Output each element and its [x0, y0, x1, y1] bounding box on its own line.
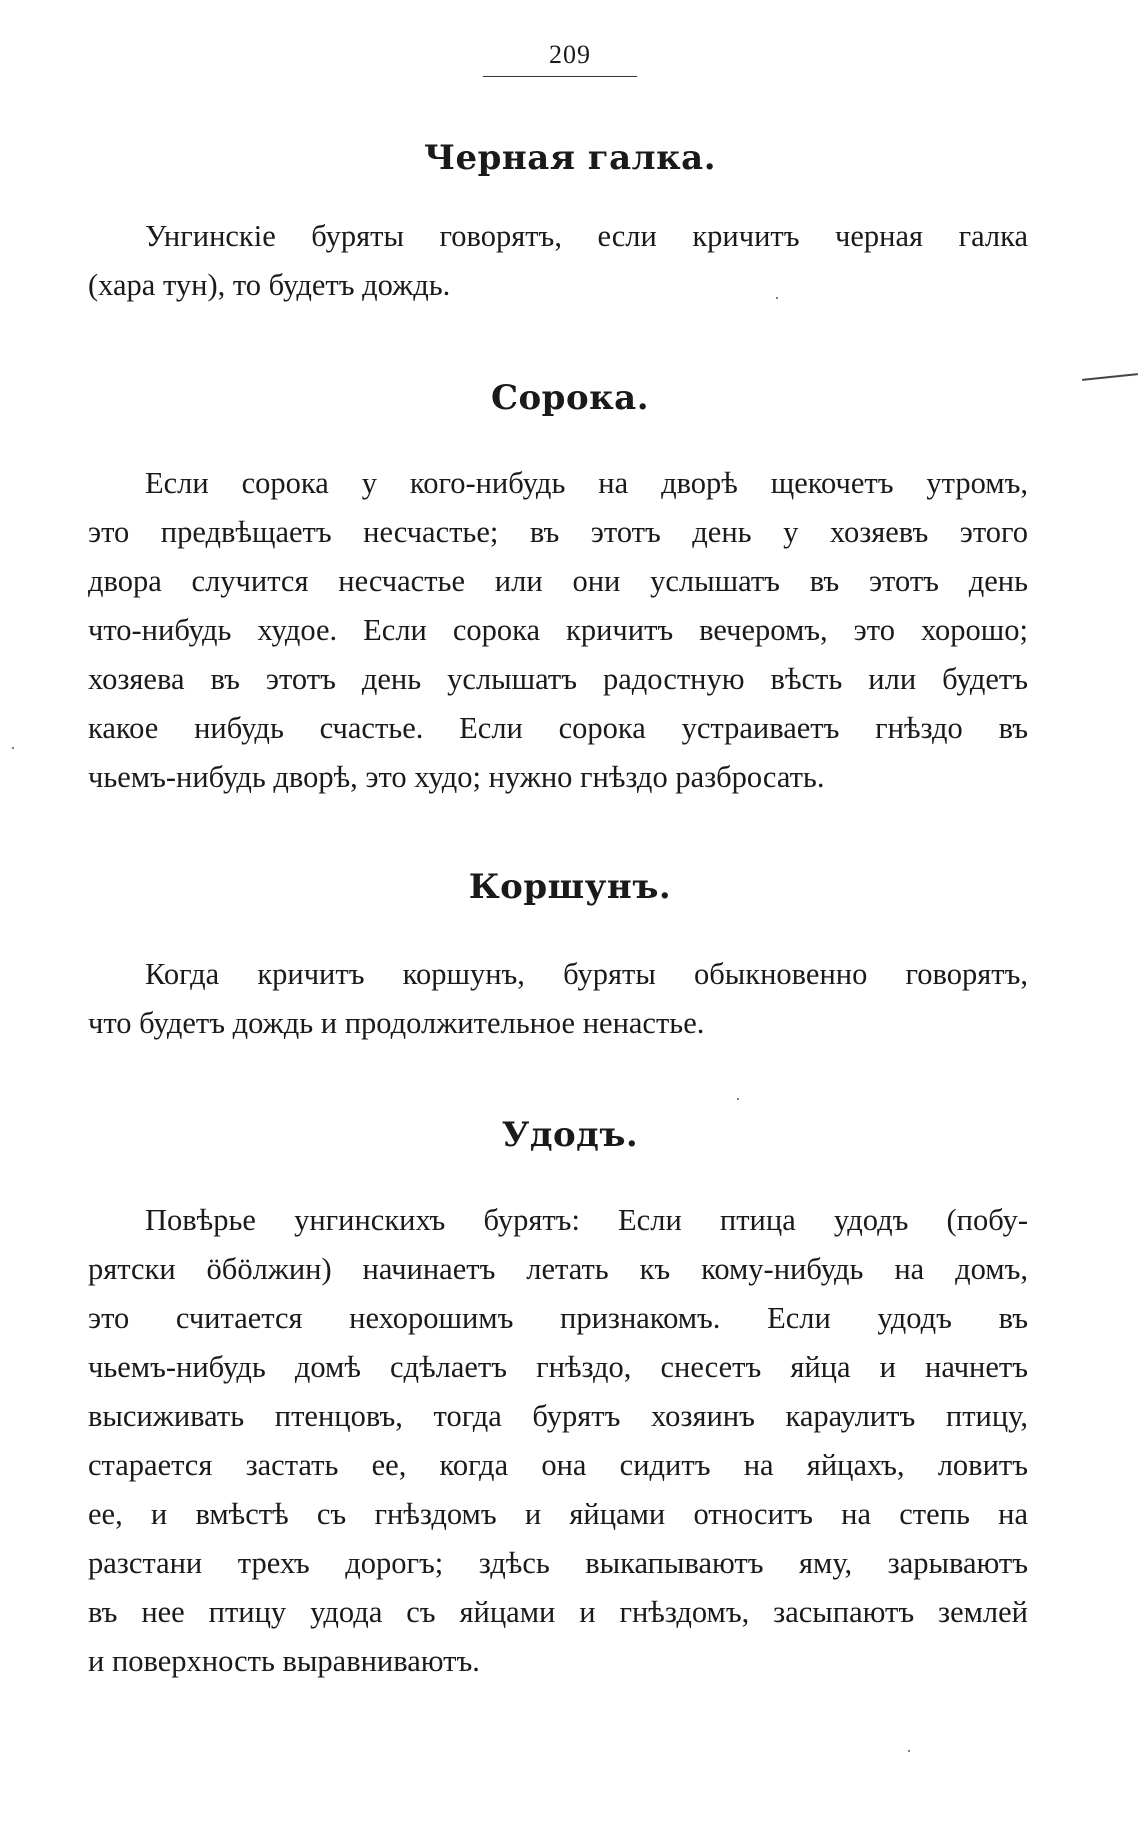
text-line: ее, и вмѣстѣ съ гнѣздомъ и яйцами относитъ на степь на	[88, 1497, 1028, 1531]
text-line: двора случится несчастье или они услышатъ въ этотъ день	[88, 564, 1028, 598]
text-line: рятски ӧбӧлжин) начинаетъ летать къ кому-нибудь на домъ,	[88, 1252, 1028, 1286]
section-heading-hoopoe: Удодъ.	[501, 1115, 639, 1155]
text-line: и поверхность выравниваютъ.	[88, 1644, 480, 1678]
text-line: это считается нехорошимъ признакомъ. Если удодъ въ	[88, 1301, 1028, 1335]
paragraph-hoopoe	[88, 1196, 1028, 1686]
section-heading-black-jackdaw: Черная галка.	[423, 138, 717, 178]
page-number-rule	[483, 76, 637, 77]
section-heading-magpie: Сорока.	[490, 378, 650, 418]
paragraph-magpie	[88, 459, 1028, 802]
text-line: Когда кричитъ коршунъ, буряты обыкновенно говорятъ,	[145, 957, 1028, 991]
text-line: что будетъ дождь и продолжительное ненастье.	[88, 1006, 705, 1040]
page-number: 209	[549, 40, 591, 69]
section-heading-kite: Коршунъ.	[468, 867, 672, 907]
text-line: Повѣрье унгинскихъ бурятъ: Если птица удодъ (побу-	[145, 1203, 1028, 1237]
scan-speck	[12, 747, 14, 749]
text-line: (хара тун), то будетъ дождь.	[88, 268, 451, 302]
text-line: Если сорока у кого-нибудь на дворѣ щекочетъ утромъ,	[145, 466, 1028, 500]
paragraph-black-jackdaw	[88, 212, 1028, 310]
text-line: это предвѣщаетъ несчастье; въ этотъ день у хозяевъ этого	[88, 515, 1028, 549]
text-line: что-нибудь худое. Если сорока кричитъ вечеромъ, это хорошо;	[88, 613, 1028, 647]
text-line: въ нее птицу удода съ яйцами и гнѣздомъ, засыпаютъ землей	[88, 1595, 1028, 1629]
text-line: разстани трехъ дорогъ; здѣсь выкапываютъ яму, зарываютъ	[88, 1546, 1028, 1580]
text-line: Унгинскіе буряты говорятъ, если кричитъ черная галка	[145, 219, 1028, 253]
text-line: чьемъ-нибудь домѣ сдѣлаетъ гнѣздо, снесетъ яйца и начнетъ	[88, 1350, 1028, 1384]
text-line: чьемъ-нибудь дворѣ, это худо; нужно гнѣздо разбросать.	[88, 760, 825, 794]
text-line: высиживать птенцовъ, тогда бурятъ хозяинъ караулитъ птицу,	[88, 1399, 1028, 1433]
text-line: старается застать ее, когда она сидитъ на яйцахъ, ловитъ	[88, 1448, 1028, 1482]
paragraph-kite	[88, 950, 1028, 1048]
scan-speck	[737, 1098, 739, 1100]
scan-speck	[908, 1750, 910, 1752]
text-line: какое нибудь счастье. Если сорока устраиваетъ гнѣздо въ	[88, 711, 1028, 745]
text-line: хозяева въ этотъ день услышатъ радостную вѣсть или будетъ	[88, 662, 1028, 696]
